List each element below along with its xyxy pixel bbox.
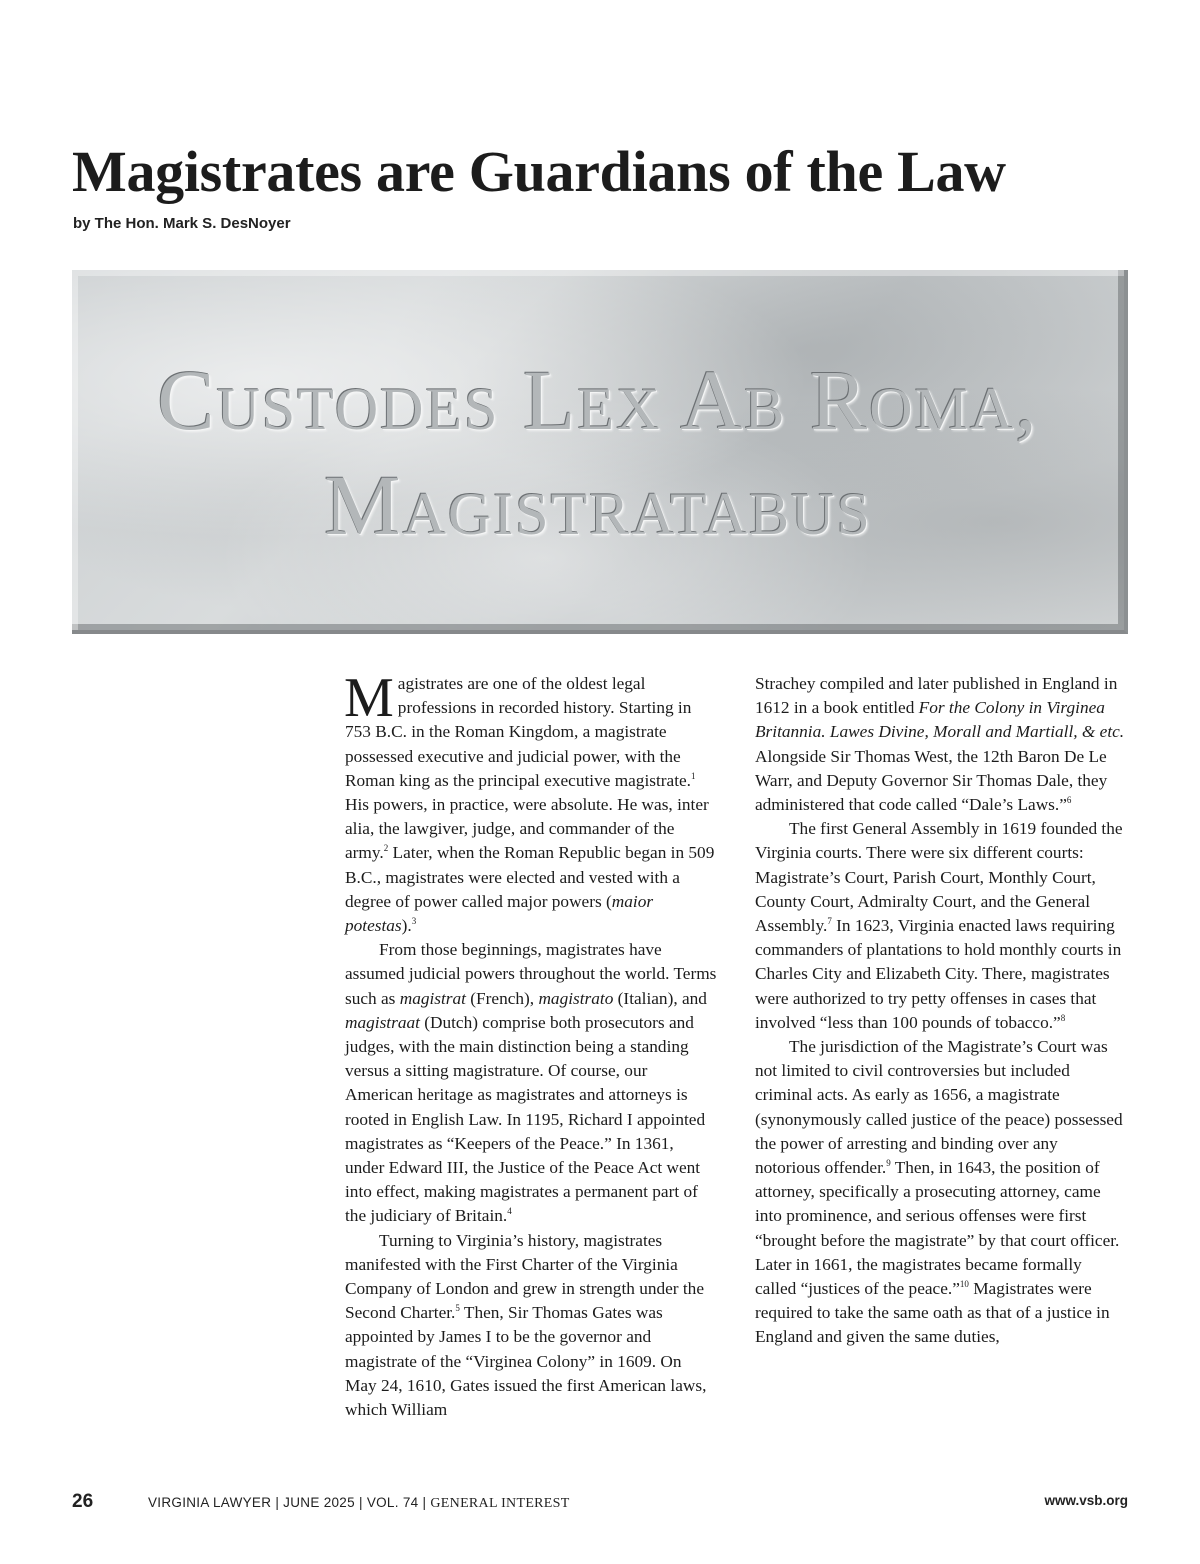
drop-cap: M xyxy=(344,667,394,729)
footnote-ref: 8 xyxy=(1060,1012,1066,1023)
footnote-ref: 4 xyxy=(507,1206,512,1217)
text-run: Turning to Virginia’s history, magistrates manifested with the First Charter of the Virginia Company of London and grew in strength under the Second Charter. xyxy=(345,1230,704,1323)
footnote-ref: 10 xyxy=(959,1279,969,1290)
text-run: (French), xyxy=(465,988,539,1008)
text-run: Later, when the Roman Republic began in 509 B.C., magistrates were elected and vested with a degree of power called major powers ( xyxy=(345,843,715,911)
footnote-ref: 9 xyxy=(886,1158,891,1169)
text-run: agistrates are one of the oldest legal professions in recorded history. Starting in 753 B.C. in the Roman Kingdom, a magistrate possessed executive and judicial power, with the Roman king as the principal executive magistrate. xyxy=(345,674,692,790)
website-link[interactable]: www.vsb.org xyxy=(1044,1493,1128,1508)
text-run: (Italian), and xyxy=(613,988,707,1008)
italic-term: magistrat xyxy=(399,988,466,1008)
paragraph xyxy=(755,1035,1127,1350)
paragraph xyxy=(344,667,717,938)
text-run: The first General Assembly in 1619 founded the Virginia courts. There were six different courts: Magistrate’s Court, Parish Court, Monthly Court, County Court, Admiralty Court, and the General Assembly. xyxy=(755,819,1123,936)
page-number: 26 xyxy=(72,1491,94,1512)
footnote-ref: 2 xyxy=(383,843,389,854)
inscription-line-2: Magistratabus xyxy=(324,457,872,553)
italic-book-title: For the Colony in Virginea Britannia. Lawes Divine, Morall and Martiall, & etc. xyxy=(755,698,1125,742)
paragraph xyxy=(755,817,1127,1035)
footnote-ref: 5 xyxy=(455,1303,460,1314)
text-run: In 1623, Virginia enacted laws requiring commanders of plantations to hold monthly courts in Charles City and Elizabeth City. There, magistrates were authorized to try petty offenses in cases that involved “less than 100 pounds of tobacco.” xyxy=(755,916,1122,1032)
byline: by The Hon. Mark S. DesNoyer xyxy=(73,215,291,232)
stone-inscription-image xyxy=(72,270,1128,634)
footnote-ref: 1 xyxy=(691,770,696,781)
text-run: (Dutch) comprise both prosecutors and judges, with the main distinction being a standing versus a sitting magistrature. Of course, our American heritage as magistrates and attorneys is rooted in English Law. In 1195, Richard I appointed magistrates as “Keepers of the Peace.” In 1361, under Edward III, the Justice of the Peace Act went into effect, making magistrates a permanent part of the judiciary of Britain. xyxy=(345,1012,706,1226)
italic-term: maior potestas xyxy=(345,891,654,936)
publication-name: VIRGINIA LAWYER | JUNE 2025 | VOL. 74 | xyxy=(148,1495,427,1510)
italic-term: magistrato xyxy=(538,988,614,1008)
footnote-ref: 6 xyxy=(1066,795,1072,806)
text-run: ). xyxy=(401,916,412,936)
text-run: Alongside Sir Thomas West, the 12th Baron De Le Warr, and Deputy Governor Sir Thomas Dale, they administered that code called “Dale’s Laws.” xyxy=(755,746,1108,815)
section-name: GENERAL INTEREST xyxy=(430,1496,570,1511)
text-run: Then, in 1643, the position of attorney, specifically a prosecuting attorney, came into prominence, and serious offenses were first “brought before the magistrate” by that court officer. Later in 1661, the magistrates became formally called “justices of the peace.” xyxy=(755,1158,1120,1299)
text-run: Magistrates were required to take the same oath as that of a justice in England and given the same duties, xyxy=(755,1279,1110,1347)
text-run: Strachey compiled and later published in England in 1612 in a book entitled xyxy=(755,674,1118,718)
paragraph xyxy=(755,672,1127,817)
footnote-ref: 7 xyxy=(827,916,832,927)
text-run: The jurisdiction of the Magistrate’s Court was not limited to civil controversies but included criminal acts. As early as 1656, a magistrate (synonymously called justice of the peace) possessed the power of arresting and binding over any notorious offender. xyxy=(755,1037,1123,1178)
body-column-2 xyxy=(755,672,1127,1350)
body-column-1 xyxy=(344,667,717,1422)
page-footer xyxy=(72,1493,1128,1517)
article-title: Magistrates are Guardians of the Law xyxy=(72,139,1006,204)
paragraph xyxy=(345,1229,717,1423)
inscription-line-1: Custodes Lex Ab Roma, xyxy=(157,352,1039,448)
footnote-ref: 3 xyxy=(411,916,417,927)
paragraph xyxy=(345,938,717,1228)
text-run: His powers, in practice, were absolute. He was, inter alia, the lawgiver, judge, and commander of the army. xyxy=(345,795,709,863)
text-run: From those beginnings, magistrates have assumed judicial powers throughout the world. Terms such as xyxy=(345,940,717,1008)
text-run: Then, Sir Thomas Gates was appointed by James I to be the governor and magistrate of the “Virginea Colony” in 1609. On May 24, 1610, Gates issued the first American laws, which William xyxy=(345,1303,707,1420)
italic-term: magistraat xyxy=(345,1012,420,1032)
publication-info xyxy=(148,1495,570,1512)
